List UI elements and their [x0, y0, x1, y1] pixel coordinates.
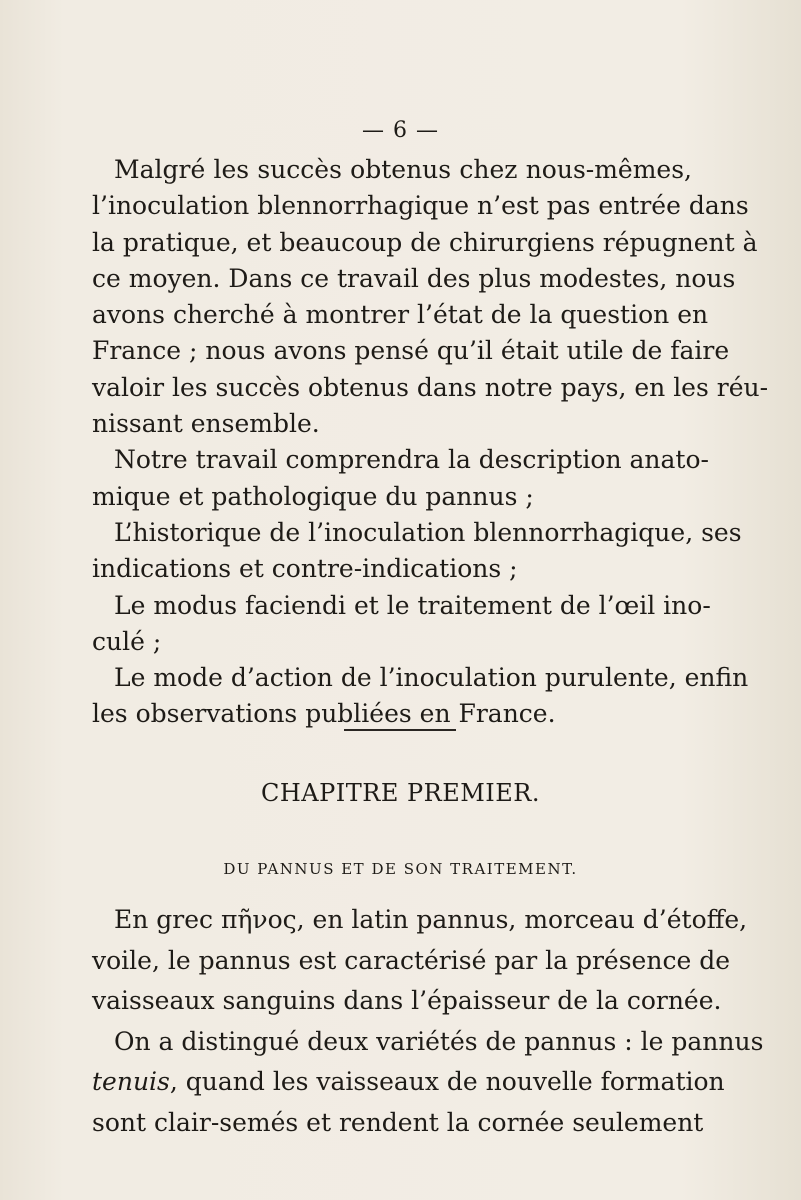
chapter-text — [92, 900, 764, 1144]
text-line: Le modus faciendi et le traitement de l’œil ino- — [114, 590, 711, 620]
text-line: France ; nous avons pensé qu’il était utile de faire — [92, 336, 730, 366]
text-line: les observations publiées en France. — [92, 699, 556, 729]
text-line: ce moyen. Dans ce travail des plus modestes, nous — [92, 263, 736, 293]
text-line — [92, 1062, 725, 1103]
text-line: En grec πῆνος, en latin pannus, morceau d’étoffe, — [114, 905, 748, 934]
text-line: Le mode d’action de l’inoculation purulente, enfin — [114, 663, 749, 693]
text-line: culé ; — [92, 626, 162, 656]
text-line: valoir les succès obtenus dans notre pays, en les réu- — [92, 372, 769, 402]
text-line: Malgré les succès obtenus chez nous-mêmes, — [114, 155, 692, 184]
text-line: indications et contre-indications ; — [92, 554, 518, 584]
text-line: avons cherché à montrer l’état de la question en — [92, 300, 709, 330]
text-line: l’inoculation blennorrhagique n’est pas entrée dans — [92, 191, 749, 221]
text-line: sont clair-semés et rendent la cornée seulement — [92, 1107, 704, 1137]
latin-term: tenuis — [92, 1067, 170, 1097]
text-line: la pratique, et beaucoup de chirurgiens répugnent à — [92, 227, 758, 257]
intro-text — [92, 152, 769, 733]
chapter-title: CHAPITRE PREMIER. — [261, 779, 540, 807]
text-line: voile, le pannus est caractérisé par la présence de — [92, 945, 730, 975]
text-line: L’historique de l’inoculation blennorrhagique, ses — [114, 517, 742, 547]
text-line: Notre travail comprendra la description anato- — [114, 445, 709, 475]
chapter-subtitle: DU PANNUS ET DE SON TRAITEMENT. — [223, 860, 578, 878]
text-line: nissant ensemble. — [92, 409, 320, 439]
text-span: , quand les vaisseaux de nouvelle formation — [169, 1067, 725, 1097]
page-number: — 6 — — [362, 118, 439, 143]
section-divider — [344, 729, 456, 731]
text-line: On a distingué deux variétés de pannus : le pannus — [114, 1026, 764, 1056]
text-line: vaisseaux sanguins dans l’épaisseur de la cornée. — [92, 986, 722, 1016]
text-line: mique et pathologique du pannus ; — [92, 481, 534, 511]
